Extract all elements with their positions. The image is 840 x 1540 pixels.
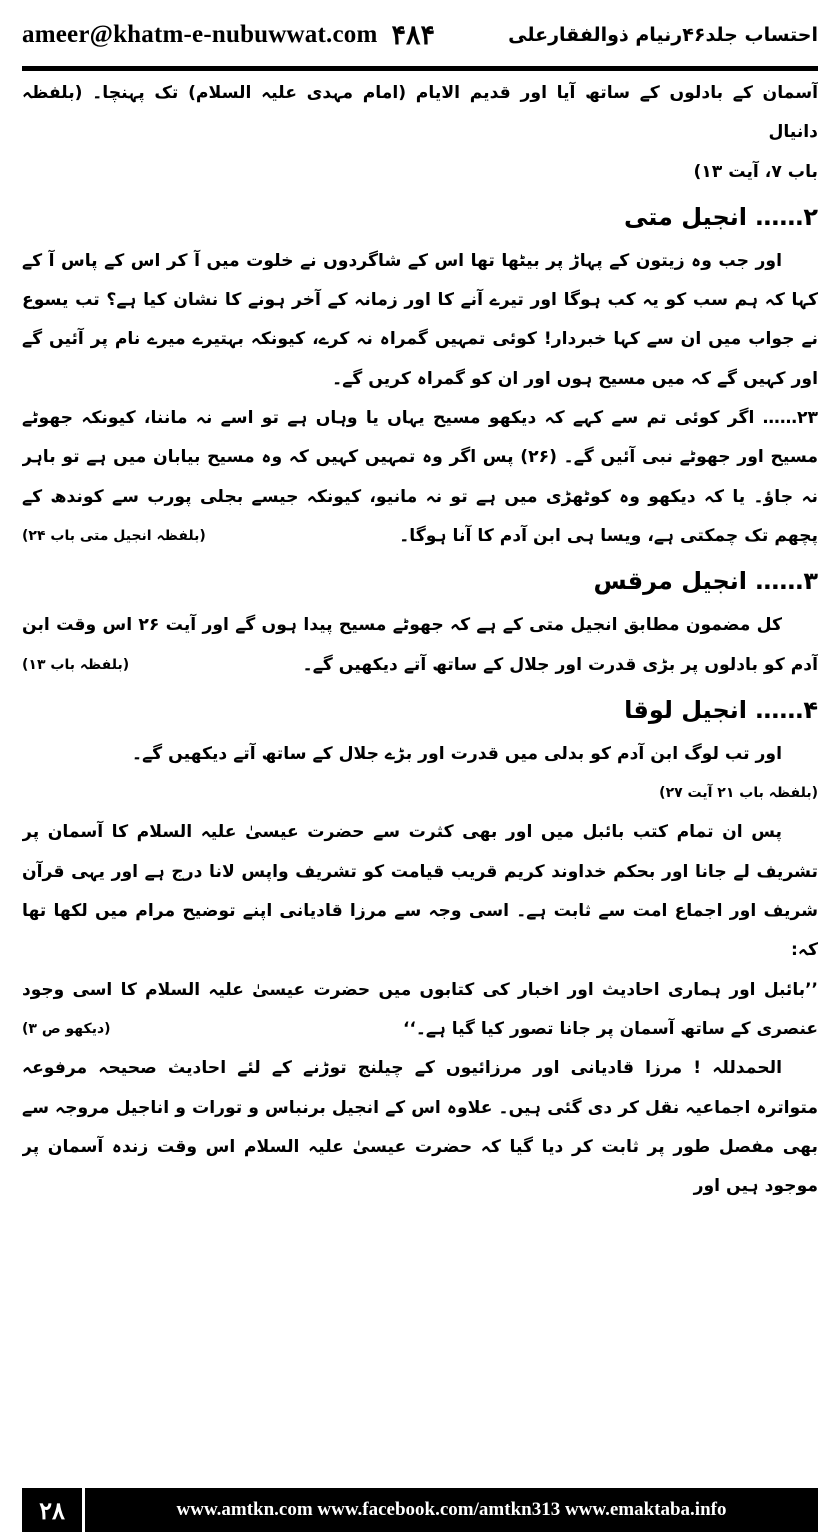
paragraph: الحمدللہ ! مرزا قادیانی اور مرزائیوں کے چیلنج توڑنے کے لئے احادیث صحیحہ مرفوعہ متواترہ اجماعیہ نقل کر دی گئی ہیں۔ علاوہ اس کے انجیل برنباس و تورات و اناجیل مروجہ سے بھی مفصل طور پر ثابت کر دیا گیا کہ حضرت عیسیٰ علیہ السلام اس وقت زندہ آسمان پر موجود ہیں اور <box>22 1058 818 1197</box>
paragraph: پس ان تمام کتب بائبل میں اور بھی کثرت سے حضرت عیسیٰ علیہ السلام کا آسمان پر تشریف لے جانا اور بحکم خداوند کریم قریب قیامت کو تشریف واپس لانا درج ہے اور یہی قرآن شریف اور اجماع امت سے ثابت ہے۔ اسی وجہ سے مرزا قادیانی اپنے توضیح مرام میں لکھا تھا کہ: <box>22 822 818 961</box>
quotation <box>22 971 818 1050</box>
page-header <box>22 8 818 62</box>
page-footer <box>22 1488 818 1532</box>
footer-links: www.amtkn.com www.facebook.com/amtkn313 www.emaktaba.info <box>176 1499 727 1520</box>
citation: (بلفظہ باب ۲۱ آیت ۲۷) <box>659 785 818 802</box>
citation: (دیکھو ص ۳) <box>22 1020 111 1037</box>
paragraph-text: کل مضمون مطابق انجیل متی کے ہے کہ جھوٹے مسیح پیدا ہوں گے اور آیت ۲۶ اس وقت ابن آدم کو بادلوں پر بڑی قدرت اور جلال کے ساتھ آتے دیکھیں گے۔ <box>22 615 818 675</box>
paragraph: اور جب وہ زیتون کے پہاڑ پر بیٹھا تھا اس کے شاگردوں نے خلوت میں آ کر اس کے پاس آ کے کہا کہ ہم سب کو یہ کب ہوگا اور تیرے آنے کا اور زمانہ کے آخر ہونے کا نشان کیا ہے؟ تب یسوع نے جواب میں ان سے کہا خبردار! کوئی تمہیں گمراہ نہ کرے، کیونکہ بہتیرے میرے نام پر آئیں گے اور کہیں گے کہ میں مسیح ہوں اور ان کو گمراہ کریں گے۔ <box>22 250 818 389</box>
paragraph-text: ۲۳…… اگر کوئی تم سے کہے کہ دیکھو مسیح یہاں یا وہاں ہے تو اسے نہ ماننا، کیونکہ جھوٹے مسیح اور جھوٹے نبی آئیں گے۔ (۲۶) پس اگر وہ تمہیں کہیں کہ وہ مسیح بیابان میں ہے تو باہر نہ جاؤ۔ یا کہ دیکھو وہ کوٹھڑی میں ہے تو نہ مانیو، کیونکہ جیسے بجلی پورب سے کوندھ کے پچھم تک چمکتی ہے، ویسا ہی ابن آدم کا آنا ہوگا۔ <box>22 408 818 546</box>
citation: (بلفظہ باب ۱۳) <box>22 656 130 673</box>
citation: باب ۷، آیت ۱۳) <box>693 161 818 182</box>
section-heading: ۳…… انجیل مرقس <box>593 567 818 596</box>
header-left <box>22 20 435 51</box>
paragraph <box>22 606 818 685</box>
section-heading: ۲…… انجیل متی <box>623 202 818 231</box>
header-email: ameer@khatm-e-nubuwwat.com <box>22 21 378 48</box>
paragraph <box>22 399 818 556</box>
document-body <box>22 74 818 1480</box>
section-heading: ۴…… انجیل لوقا <box>624 695 818 724</box>
citation: (بلفظہ انجیل متی باب ۲۴) <box>22 527 206 544</box>
header-title: احتساب جلد۴۶رنیام ذوالفقارعلی <box>508 24 818 46</box>
quotation-text: ’’بائبل اور ہماری احادیث اور اخبار کی کتابوں میں حضرت عیسیٰ علیہ السلام کا اسی وجود عنصری کے ساتھ آسمان پر جانا تصور کیا گیا ہے۔‘‘ <box>22 979 818 1039</box>
footer-page-number: ۲۸ <box>39 1495 65 1525</box>
header-rule <box>22 66 818 71</box>
header-page-number: ۴۸۴ <box>391 19 436 51</box>
paragraph: آسمان کے بادلوں کے ساتھ آیا اور قدیم الایام (امام مہدی علیہ السلام) تک پہنچا۔ (بلفظہ دانیال <box>22 83 818 143</box>
paragraph: اور تب لوگ ابن آدم کو بدلی میں قدرت اور بڑے جلال کے ساتھ آتے دیکھیں گے۔ <box>132 743 782 764</box>
